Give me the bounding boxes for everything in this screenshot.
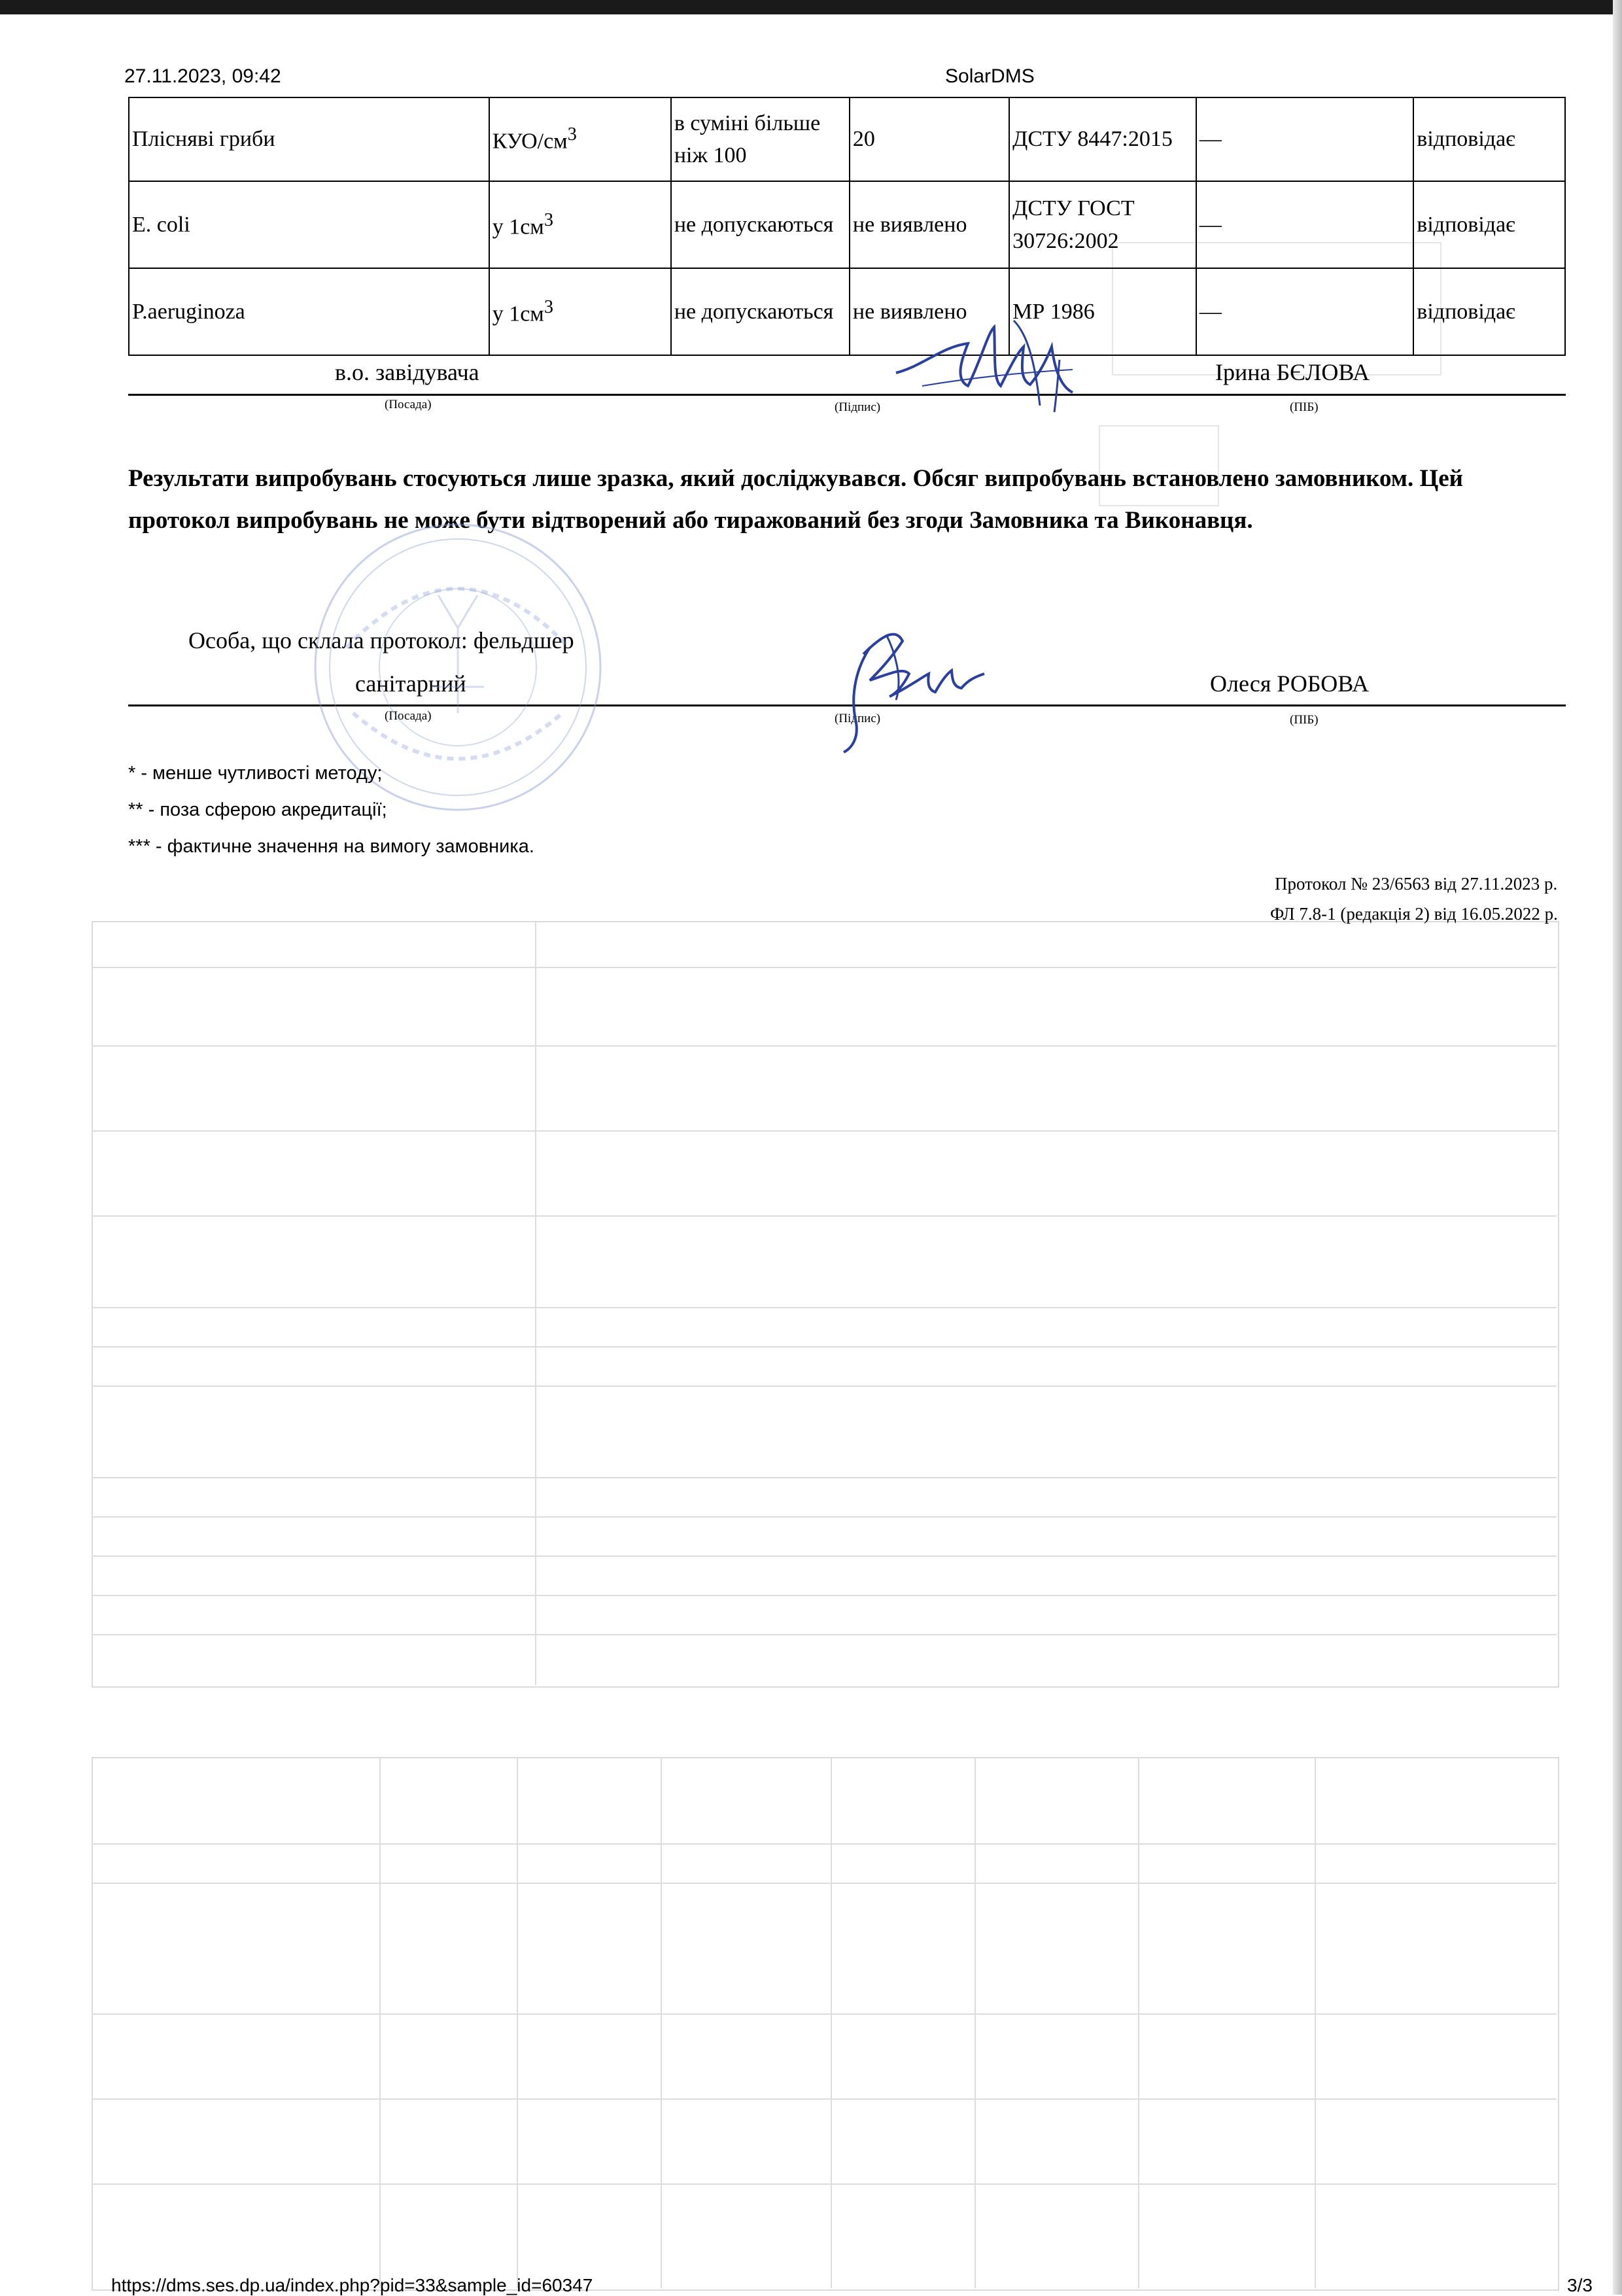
protocol-number: Протокол № 23/6563 від 27.11.2023 р. <box>1275 874 1558 894</box>
author-caption-signature: (Підпис) <box>835 712 881 725</box>
note-accreditation: ** - поза сферою акредитації; <box>128 799 387 820</box>
author-label: Особа, що склала протокол: фельдшер <box>188 627 574 653</box>
protocol-form-ref: ФЛ 7.8-1 (редакція 2) від 16.05.2022 р. <box>1270 904 1558 924</box>
scan-edge-right <box>1613 0 1622 2295</box>
norm-cell: в суміні більше ніж 100 <box>671 97 850 181</box>
note-sensitivity: * - менше чутливості методу; <box>128 763 383 784</box>
uncertainty-cell: — <box>1196 268 1413 355</box>
unit-cell: КУО/$см^3$ <box>489 97 671 181</box>
norm-cell: не допускаються <box>671 181 850 268</box>
head-caption-signature: (Підпис) <box>835 400 881 414</box>
page-url: https://dms.ses.dp.ua/index.php?pid=33&sample_id=60347 <box>111 2275 593 2295</box>
method-cell: ДСТУ 8447:2015 <box>1009 97 1196 181</box>
note-actual-value: *** - фактичне значення на вимогу замовника. <box>128 836 534 857</box>
head-signature-line <box>128 394 1566 396</box>
results-table <box>128 97 1566 356</box>
indicator-cell: P.aeruginoza <box>129 268 489 355</box>
head-caption-name: (ПІБ) <box>1290 400 1319 414</box>
result-cell: 20 <box>850 97 1009 181</box>
table-row <box>129 268 1565 355</box>
method-cell: ДСТУ ГОСТ 30726:2002 <box>1009 181 1196 268</box>
author-handwritten-signature <box>824 608 994 759</box>
table-row <box>129 97 1565 181</box>
author-name: Олеся РОБОВА <box>1210 670 1369 697</box>
app-title: SolarDMS <box>945 65 1035 87</box>
norm-cell: не допускаються <box>671 268 850 355</box>
disclaimer-text: Результати випробувань стосуються лише зразка, який досліджувався. Обсяг випробувань встановлено замовником. Цей протокол випробувань не може бути відтворений або тиражований без згоди Замовника та Виконавця. <box>128 465 1463 534</box>
unit-cell: у $1см^3$ <box>489 181 671 268</box>
author-caption-position: (Посада) <box>385 709 432 723</box>
head-name: Ірина БЄЛОВА <box>1215 359 1370 385</box>
head-handwritten-signature <box>883 307 1086 419</box>
uncertainty-cell: — <box>1196 181 1413 268</box>
indicator-cell: E. coli <box>129 181 489 268</box>
indicator-cell: Плісняві гриби <box>129 97 489 181</box>
unit-cell: у $1см^3$ <box>489 268 671 355</box>
result-cell: не виявлено <box>850 268 1009 355</box>
author-caption-name: (ПІБ) <box>1290 713 1319 727</box>
scan-edge-top <box>0 0 1622 14</box>
print-timestamp: 27.11.2023, 09:42 <box>124 65 281 87</box>
method-cell: МР 1986 <box>1009 268 1196 355</box>
conformity-cell: відповідає <box>1413 268 1565 355</box>
uncertainty-cell: — <box>1196 97 1413 181</box>
author-position: санітарний <box>355 670 466 697</box>
head-caption-position: (Посада) <box>385 398 432 411</box>
table-row <box>129 181 1565 268</box>
conformity-cell: відповідає <box>1413 97 1565 181</box>
head-position: в.о. завідувача <box>335 359 479 385</box>
result-cell: не виявлено <box>850 181 1009 268</box>
page-number: 3/3 <box>1567 2275 1593 2295</box>
conformity-cell: відповідає <box>1413 181 1565 268</box>
